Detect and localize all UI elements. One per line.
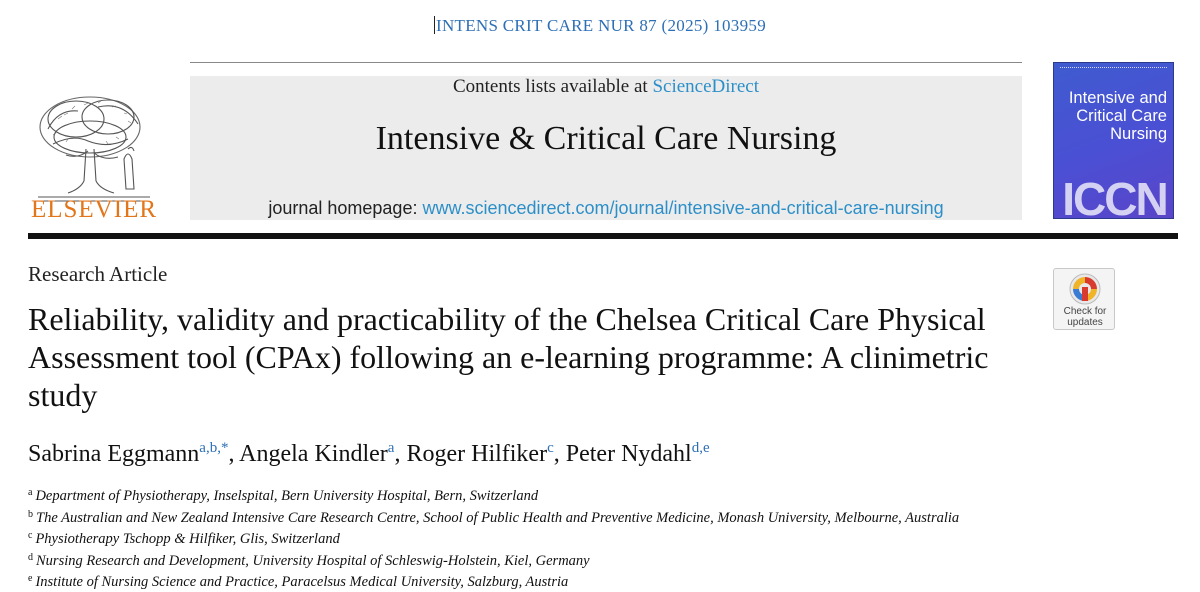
sciencedirect-link[interactable]: ScienceDirect <box>652 76 760 97</box>
author-affiliation-marks[interactable]: a <box>387 440 395 456</box>
affiliation-key: b <box>28 508 33 520</box>
affiliation-text: Institute of Nursing Science and Practice, Paracelsus Medical University, Salzburg, Austria <box>35 574 569 590</box>
journal-masthead <box>190 76 1022 220</box>
affiliation-text: Nursing Research and Development, University Hospital of Schleswig-Holstein, Kiel, Germany <box>36 552 590 569</box>
journal-cover[interactable] <box>1053 62 1174 219</box>
affiliation-item <box>28 506 959 528</box>
journal-title: Intensive & Critical Care Nursing <box>375 120 837 157</box>
affiliation-text: Department of Physiotherapy, Inselspital, Bern University Hospital, Bern, Switzerland <box>35 488 539 504</box>
author-separator: , <box>228 441 240 467</box>
citation-line[interactable] <box>0 16 1200 36</box>
author-name[interactable]: Peter Nydahl <box>565 441 692 467</box>
check-label-line: Check for <box>1063 306 1107 317</box>
journal-homepage-line <box>190 198 1022 219</box>
contents-prefix: Contents lists available at <box>452 76 653 97</box>
affiliation-key: d <box>28 551 33 563</box>
cover-title-line: Intensive and <box>1068 89 1167 107</box>
homepage-link[interactable]: www.sciencedirect.com/journal/intensive-and-critical-care-nursing <box>422 198 944 218</box>
check-for-updates-label <box>1054 306 1116 328</box>
article-title: Reliability, validity and practicability of the Chelsea Critical Care Physical Assessment tool (CPAx) following an e-learning programme: A clinimetric study <box>28 301 989 413</box>
affiliation-key: c <box>28 530 33 541</box>
cover-title-line: Critical Care <box>1076 107 1167 125</box>
affiliation-list <box>28 484 959 592</box>
homepage-label: journal homepage: <box>268 198 423 218</box>
affiliation-key: e <box>28 573 33 584</box>
contents-line <box>190 76 1022 98</box>
author-name[interactable]: Sabrina Eggmann <box>28 441 200 467</box>
affiliation-key: a <box>28 487 33 498</box>
top-divider <box>190 62 1022 63</box>
author-separator: , <box>394 441 407 467</box>
cover-header-strip <box>1060 67 1167 71</box>
affiliation-item <box>28 484 959 506</box>
author-name[interactable]: Roger Hilfiker <box>406 441 548 467</box>
affiliation-text: Physiotherapy Tschopp & Hilfiker, Glis, Switzerland <box>35 531 340 547</box>
author-list <box>28 440 710 468</box>
author-separator: , <box>553 441 566 467</box>
citation-text[interactable]: INTENS CRIT CARE NUR 87 (2025) 103959 <box>435 16 766 35</box>
affiliation-item <box>28 527 959 549</box>
header-divider <box>28 233 1178 239</box>
check-label-line: updates <box>1067 317 1103 328</box>
affiliation-text: The Australian and New Zealand Intensive Care Research Centre, School of Public Health and Preventive Medicine, Monash University, Melbourne, Australia <box>36 509 960 526</box>
cover-title-line: Nursing <box>1110 125 1167 143</box>
publisher-name: ELSEVIER <box>30 196 158 223</box>
text-cursor <box>434 16 435 34</box>
check-for-updates-button[interactable] <box>1053 268 1115 330</box>
author-affiliation-marks[interactable]: d,e <box>691 440 710 456</box>
cover-acronym: ICCN <box>1062 173 1167 219</box>
author-name[interactable]: Angela Kindler <box>239 441 388 467</box>
affiliation-item <box>28 549 959 571</box>
author-affiliation-marks[interactable]: c <box>547 440 554 456</box>
affiliation-item <box>28 570 959 592</box>
crossmark-icon <box>1069 273 1101 305</box>
author-affiliation-marks[interactable]: a,b,* <box>199 440 229 456</box>
cover-title <box>1055 89 1167 143</box>
article-type: Research Article <box>28 262 168 286</box>
